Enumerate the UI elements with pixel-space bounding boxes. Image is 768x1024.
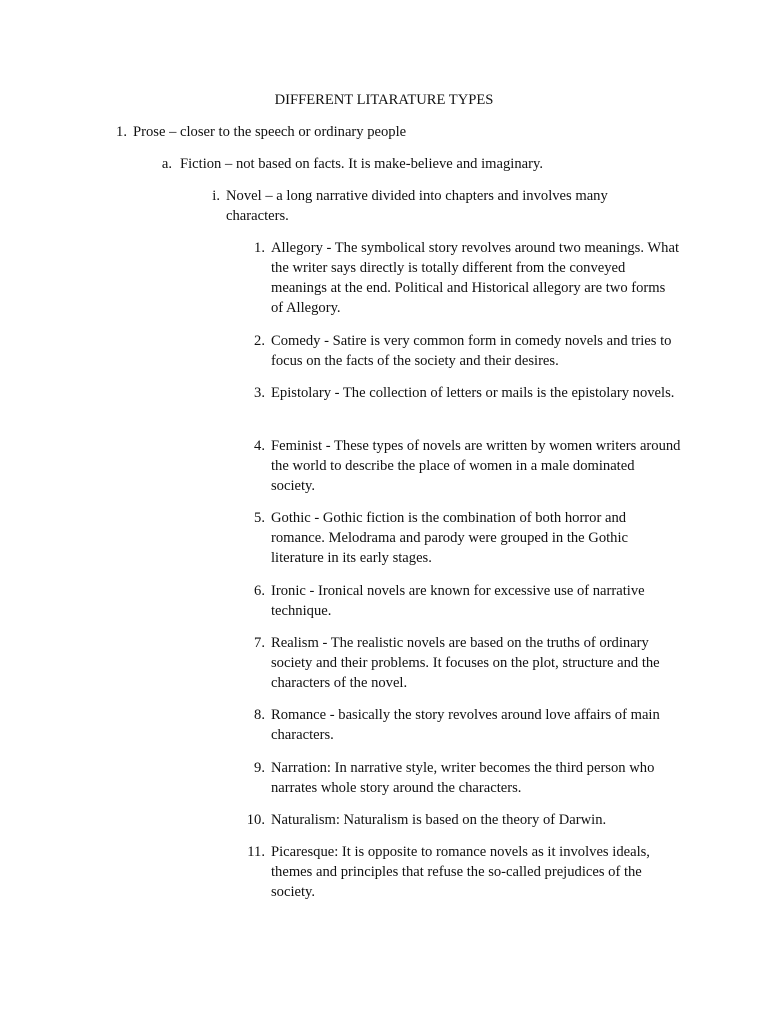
list-item-ironic bbox=[254, 581, 681, 621]
list-item-text: Gothic - Gothic fiction is the combination of both horror and romance. Melodrama and parody were grouped in the Gothic literature in its early stages. bbox=[271, 510, 629, 566]
list-item-feminist bbox=[254, 436, 681, 496]
list-item-text: Realism - The realistic novels are based on the truths of ordinary society and their problems. It focuses on the plot, structure and the characters of the novel. bbox=[271, 635, 660, 691]
list-item-text: Prose – closer to the speech or ordinary people bbox=[133, 124, 407, 140]
list-item-comedy bbox=[254, 331, 681, 371]
list-marker: 4. bbox=[254, 438, 265, 454]
list-item-novel bbox=[212, 186, 626, 226]
list-item-text: Fiction – not based on facts. It is make-believe and imaginary. bbox=[180, 156, 543, 172]
list-marker: 6. bbox=[254, 583, 265, 599]
list-item-romance bbox=[254, 705, 681, 745]
list-marker: 1. bbox=[254, 240, 265, 256]
list-item-text: Feminist - These types of novels are written by women writers around the world to describe the place of women in a male dominated society. bbox=[271, 438, 681, 494]
list-item-text: Naturalism: Naturalism is based on the theory of Darwin. bbox=[271, 812, 607, 828]
list-marker: 9. bbox=[254, 760, 265, 776]
list-marker: 7. bbox=[254, 635, 265, 651]
list-marker: 5. bbox=[254, 510, 265, 526]
list-marker: a. bbox=[161, 156, 172, 172]
list-item-text: Allegory - The symbolical story revolves around two meanings. What the writer says directly is totally different from the conveyed meanings at the end. Political and Historical allegory are two forms of Allegory. bbox=[271, 240, 679, 316]
list-item-allegory bbox=[254, 238, 681, 318]
list-item-text: Novel – a long narrative divided into chapters and involves many characters. bbox=[226, 188, 608, 224]
list-item-text: Narration: In narrative style, writer becomes the third person who narrates whole story around the characters. bbox=[271, 760, 655, 796]
list-marker: 11. bbox=[247, 844, 265, 860]
list-item-text: Comedy - Satire is very common form in comedy novels and tries to focus on the facts of the society and their desires. bbox=[271, 333, 672, 369]
list-marker: 3. bbox=[254, 385, 265, 401]
list-item-text: Epistolary - The collection of letters or mails is the epistolary novels. bbox=[271, 385, 675, 401]
list-item-prose bbox=[116, 122, 693, 142]
list-marker: 8. bbox=[254, 707, 265, 723]
list-item-fiction bbox=[161, 154, 700, 174]
list-item-gothic bbox=[254, 508, 681, 568]
list-marker: i. bbox=[212, 188, 220, 204]
list-item-picaresque bbox=[247, 842, 681, 902]
list-marker: 1. bbox=[116, 124, 127, 140]
list-item-epistolary bbox=[254, 383, 681, 403]
list-item-naturalism bbox=[246, 810, 681, 830]
list-item-text: Ironic - Ironical novels are known for excessive use of narrative technique. bbox=[271, 583, 645, 619]
list-item-text: Romance - basically the story revolves around love affairs of main characters. bbox=[271, 707, 660, 743]
list-marker: 2. bbox=[254, 333, 265, 349]
list-item-narration bbox=[254, 758, 681, 798]
list-marker: 10. bbox=[246, 812, 265, 828]
document-title: DIFFERENT LITARATURE TYPES bbox=[274, 92, 494, 108]
list-item-text: Picaresque: It is opposite to romance novels as it involves ideals, themes and principles that refuse the so-called prejudices of the society. bbox=[271, 844, 650, 900]
list-item-realism bbox=[254, 633, 681, 693]
